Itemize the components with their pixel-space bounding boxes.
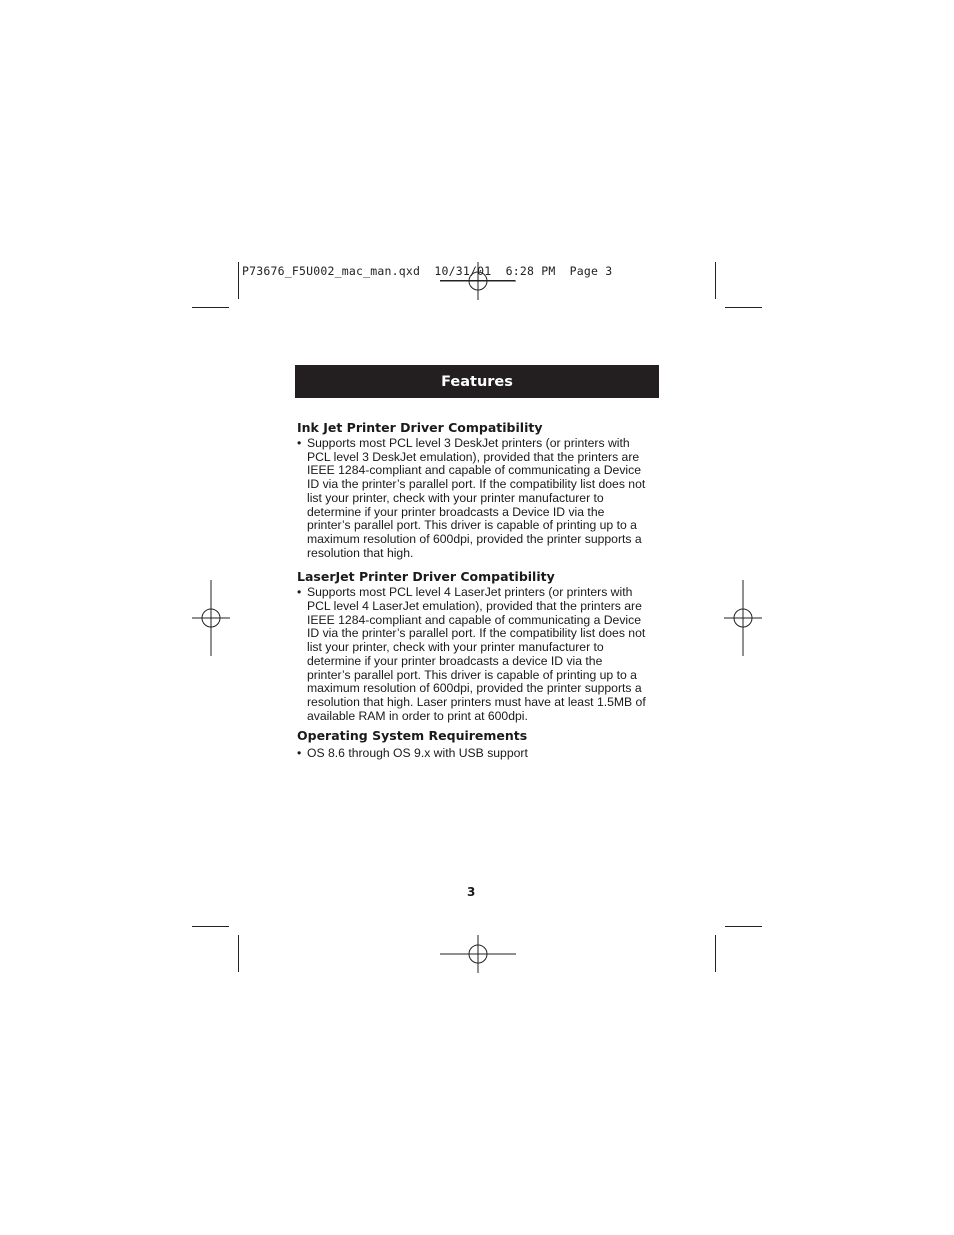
crop-mark-bottom-left-horizontal [192,926,229,927]
crop-mark-top-right-vertical [715,262,716,299]
bullet-marker: • [297,436,302,450]
os-requirements-section [297,727,647,761]
laserjet-bullet-text: Supports most PCL level 4 LaserJet printers (or printers with PCL level 4 LaserJet emulation), provided that the printers are IEEE 1284-compliant and capable of communicating a Device ID via the printer’s parallel port. If the compatibility list does not list your printer, check with your printer manufacturer to determine if your printer broadcasts a device ID via the printer’s parallel port. This driver is capable of printing up to a maximum resolution of 600dpi, provided the printer supports a resolution that high. Laser printers must have at least 1.5MB of available RAM in order to print at 600dpi. [307,585,646,723]
registration-mark-left-icon [192,580,230,656]
crop-mark-bottom-right-vertical [715,935,716,972]
registration-mark-bottom-icon [440,935,516,973]
ink-jet-section [297,419,647,560]
section-header-title: Features [441,373,513,390]
ink-jet-heading: Ink Jet Printer Driver Compatibility [297,420,543,435]
crop-mark-bottom-left-vertical [238,935,239,972]
laserjet-bullet [297,586,647,723]
ink-jet-bullet-text: Supports most PCL level 3 DeskJet printers (or printers with PCL level 3 DeskJet emulation), provided that the printers are IEEE 1284-compliant and capable of communicating a Device ID via the printer’s parallel port. If the compatibility list does not list your printer, check with your printer manufacturer to determine if your printer broadcasts a Device ID via the printer’s parallel port. This driver is capable of printing up to a maximum resolution of 600dpi, provided the printer supports a resolution that high. [307,436,646,560]
crop-mark-top-right-horizontal [725,307,762,308]
crop-mark-top-left-horizontal [192,307,229,308]
page-number: 3 [467,885,476,899]
crop-mark-top-left-vertical [238,262,239,299]
print-slug: P73676_F5U002_mac_man.qxd 10/31/01 6:28 PM Page 3 [242,264,613,278]
ink-jet-bullet [297,437,647,560]
laserjet-section [297,568,647,723]
registration-mark-top-icon [440,262,516,300]
bullet-marker: • [297,746,302,761]
section-header-bar [295,365,659,398]
os-requirements-bullet [297,747,647,761]
registration-mark-right-icon [724,580,762,656]
features-content [297,419,647,761]
crop-mark-bottom-right-horizontal [725,926,762,927]
bullet-marker: • [297,585,302,600]
os-requirements-heading: Operating System Requirements [297,728,528,744]
laserjet-heading: LaserJet Printer Driver Compatibility [297,569,555,585]
os-requirements-bullet-text: OS 8.6 through OS 9.x with USB support [307,746,528,761]
